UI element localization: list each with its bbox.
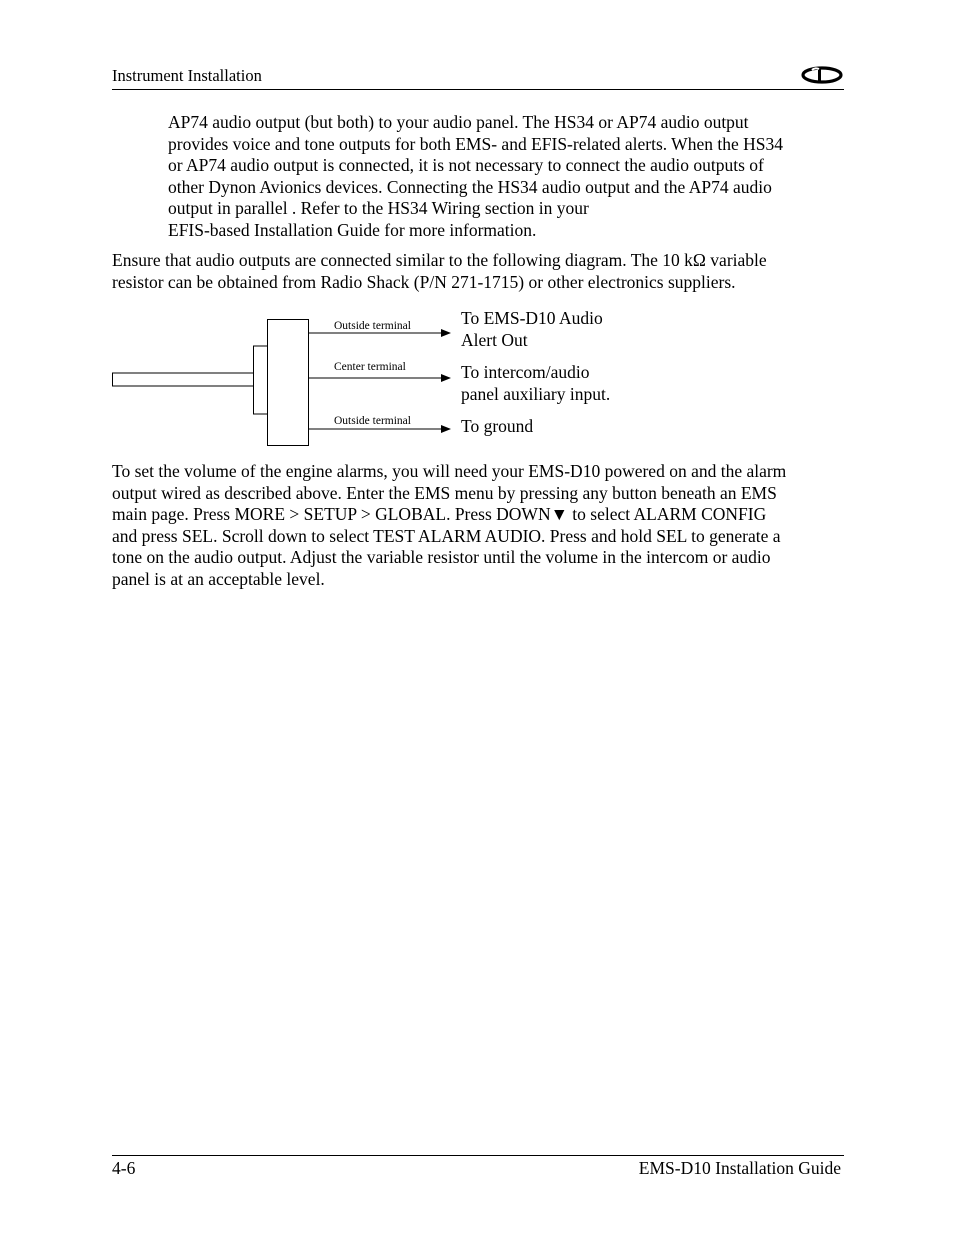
resistor-wiring-diagram bbox=[112, 316, 462, 451]
text-line: provides voice and tone outputs for both EMS- and EFIS-related alerts. When the HS34 bbox=[168, 133, 783, 154]
text-line: To set the volume of the engine alarms, you will need your EMS-D10 powered on and the alarm bbox=[112, 461, 787, 481]
resistor-collar bbox=[254, 346, 268, 414]
text-line: AP74 audio output (but both) to your audio panel. The HS34 or AP74 audio output bbox=[168, 112, 749, 132]
text-line: main page. Press MORE > SETUP > GLOBAL. Press DOWN▼ to select ALARM CONFIG bbox=[112, 504, 767, 525]
resistor-shaft bbox=[113, 373, 254, 386]
destination-ground bbox=[461, 416, 533, 438]
footer-rule bbox=[112, 1155, 844, 1156]
destination-line: panel auxiliary input. bbox=[461, 383, 611, 404]
text-line: output in parallel . Refer to the HS34 Wiring section in your bbox=[168, 198, 589, 219]
paragraph-set-volume bbox=[112, 461, 786, 591]
text-line: resistor can be obtained from Radio Shack (P/N 271-1715) or other electronics suppliers. bbox=[112, 271, 736, 292]
text-line: output wired as described above. Enter the EMS menu by pressing any button beneath an EMS bbox=[112, 482, 777, 503]
destination-line: Alert Out bbox=[461, 329, 528, 350]
text-line: or AP74 audio output is connected, it is not necessary to connect the audio outputs of bbox=[168, 155, 764, 176]
paragraph-audio-output bbox=[168, 112, 783, 242]
dynon-logo-icon bbox=[800, 64, 844, 86]
page-header-title: Instrument Installation bbox=[112, 66, 262, 85]
header-rule bbox=[112, 89, 844, 90]
text-line: other Dynon Avionics devices. Connecting the HS34 audio output and the AP74 audio bbox=[168, 176, 772, 197]
destination-line: To ground bbox=[461, 416, 534, 436]
text-line: Ensure that audio outputs are connected similar to the following diagram. The 10 kΩ variable bbox=[112, 250, 767, 270]
resistor-body bbox=[268, 320, 309, 446]
text-line: tone on the audio output. Adjust the variable resistor until the volume in the intercom or audio bbox=[112, 547, 771, 568]
text-line: and press SEL. Scroll down to select TEST ALARM AUDIO. Press and hold SEL to generate a bbox=[112, 525, 781, 546]
terminal-label: Outside terminal bbox=[334, 320, 411, 332]
destination-ems-audio bbox=[461, 308, 603, 351]
page-number: 4-6 bbox=[112, 1158, 136, 1178]
text-line: EFIS-based Installation Guide for more information. bbox=[168, 219, 537, 240]
guide-title: EMS-D10 Installation Guide bbox=[638, 1158, 841, 1178]
terminal-label: Outside terminal bbox=[334, 415, 411, 427]
destination-line: To EMS-D10 Audio bbox=[461, 308, 603, 328]
destination-intercom bbox=[461, 362, 610, 405]
paragraph-ensure-outputs bbox=[112, 250, 767, 293]
terminal-label: Center terminal bbox=[334, 361, 406, 373]
text-line: panel is at an acceptable level. bbox=[112, 568, 325, 589]
destination-line: To intercom/audio bbox=[461, 362, 590, 382]
